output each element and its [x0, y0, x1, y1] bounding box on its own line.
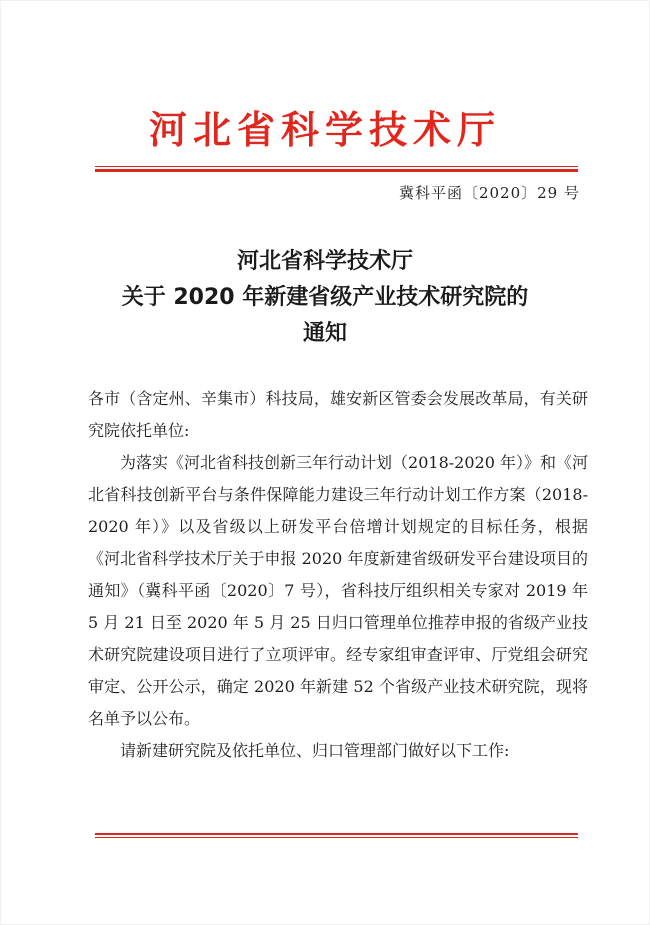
org-letterhead-title: 河北省科学技术厅: [148, 107, 501, 152]
footer-red-rule-thick: [95, 833, 578, 835]
notice-body: [88, 383, 588, 767]
title-line-1: 河北省科学技术厅: [236, 249, 413, 274]
header-red-rule-thin: [95, 166, 578, 167]
body-paragraph-1: 为落实《河北省科技创新三年行动计划（2018-2020 年）》和《河北省科技创新平台与条件保障能力建设三年行动计划工作方案（2018-2020 年）》以及省级以上研发平台倍增计划规定的目标任务，根据《河北省科学技术厅关于申报 2020 年度新建省级研发平台建设项目的通知》（冀科平函〔2020〕7 号），省科技厅组织相关专家对 2019 年 5 月 21 日至 2020 年 5 月 25 日归口管理单位推荐申报的省级产业技术研究院建设项目进行了立项评审。经专家组审查评审、厅党组会研究审定、公开公示，确定 2020 年新建 52 个省级产业技术研究院，现将名单予以公布。: [88, 453, 588, 728]
salutation: 各市（含定州、辛集市）科技局，雄安新区管委会发展改革局，有关研究院依托单位:: [88, 389, 588, 440]
footer-red-double-rule: [95, 833, 578, 841]
title-line-3: 通知: [302, 321, 347, 346]
header-red-double-rule: [95, 166, 578, 174]
notice-title: [0, 244, 650, 352]
body-paragraph-2: 请新建研究院及依托单位、归口管理部门做好以下工作:: [120, 741, 510, 760]
header-red-rule-thick: [95, 169, 578, 172]
document-number: 冀科平函〔2020〕29 号: [398, 184, 580, 202]
title-line-2: 关于 2020 年新建省级产业技术研究院的: [121, 285, 529, 310]
footer-red-rule-thin: [95, 837, 578, 838]
